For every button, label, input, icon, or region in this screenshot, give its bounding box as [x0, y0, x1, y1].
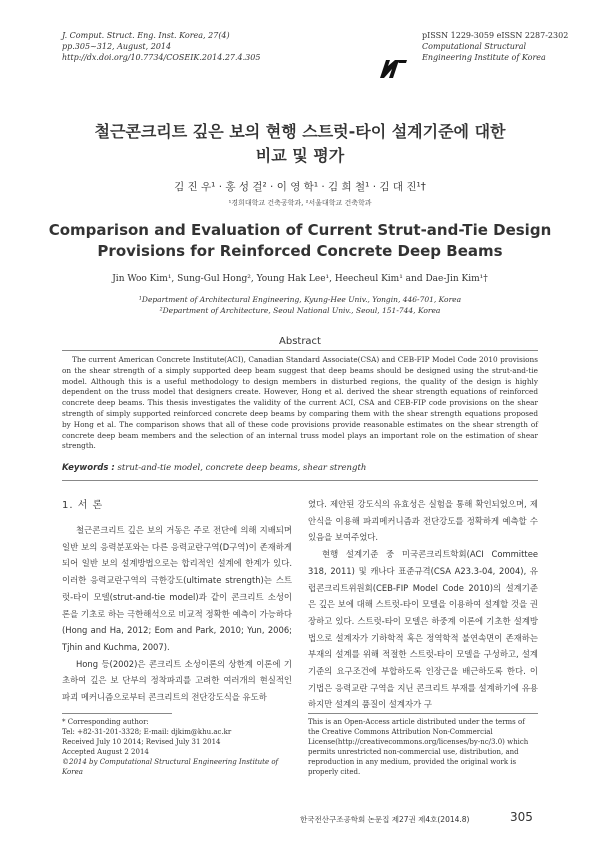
footnote-line: * Corresponding author:	[62, 718, 149, 726]
license-note: This is an Open-Access article distributed under the terms of the Creative Commons Attribution Non-Commercial License(http://creativecommons.org/licenses/by-nc/3.0) which permits unrestricted non-commercial use, distribution, and reproduction in any medium, provided the original work is properly cited.	[308, 718, 529, 776]
english-authors: Jin Woo Kim¹, Sung-Gul Hong², Young Hak Lee¹, Heecheul Kim¹ and Dae-Jin Kim¹†	[112, 274, 488, 284]
issn: pISSN 1229-3059 eISSN 2287-2302	[422, 31, 569, 40]
page-footer: 한국전산구조공학회 논문집 제27권 제4호(2014.8)	[300, 815, 470, 824]
english-affiliations	[40, 294, 560, 316]
korean-title-line-1: 철근콘크리트 깊은 보의 현행 스트럿-타이 설계기준에 대한	[94, 122, 506, 141]
abstract-heading: Abstract	[279, 336, 321, 347]
korean-title	[40, 120, 560, 168]
corresponding-author-note	[62, 717, 292, 777]
english-title	[40, 220, 560, 262]
journal-line-2: pp.305~312, August, 2014	[62, 42, 172, 51]
footnote-line: Tel: +82-31-201-3328; E-mail: djkim@khu.ac.kr	[62, 728, 232, 736]
society-name-2: Engineering Institute of Korea	[422, 53, 546, 62]
affiliation-1: ¹Department of Architectural Engineering, Kyung-Hee Univ., Yongin, 446-701, Korea	[138, 295, 462, 304]
keywords-text: strut-and-tie model, concrete deep beams, shear strength	[117, 463, 367, 473]
korean-title-line-2: 비교 및 평가	[255, 146, 345, 165]
doi-link[interactable]: http://dx.doi.org/10.7734/COSEIK.2014.27.4.305	[62, 53, 261, 62]
left-column	[62, 522, 292, 706]
abstract-bottom-rule	[62, 480, 538, 481]
footnote-rule-right	[308, 713, 538, 714]
keywords	[62, 463, 538, 473]
english-title-line-2: Provisions for Reinforced Concrete Deep Beams	[97, 242, 503, 260]
section-heading: 1. 서 론	[62, 500, 104, 511]
page-number: 305	[510, 810, 533, 824]
society-name-1: Computational Structural	[422, 42, 527, 51]
paragraph: Hong 등(2002)은 콘크리트 소성이론의 상한계 이론에 기초하여 깊은 보 단부의 정착파괴를 고려한 여러개의 현실적인 파괴 메커니즘으로부터 콘크리트의 전단강도식을 유도하	[62, 658, 292, 703]
affiliation-2: ²Department of Architecture, Seoul National Univ., Seoul, 151-744, Korea	[159, 306, 441, 315]
issn-block	[422, 30, 568, 63]
paragraph: 현행 설계기준 중 미국콘크리트학회(ACI Committee 318, 2011) 및 캐나다 표준규격(CSA A23.3-04, 2004), 유럽콘크리트위원회(CEB-FIP Model Code 2010)의 설계기준은 깊은 보에 대해 스트럿-타이 모델을 이용하여 설계할 것을 권장하고 있다. 스트럿-타이 모델은 하중계 이론에 기초한 설계방법으로 설계자가 기하학적 혹은 정역학적 불연속면이 존재하는 부재의 설계를 위해 적절한 스트럿-타이 모델을 구성하고, 설계기준의 요구조건에 부합하도록 인장근을 배근하도록 한다. 이 기법은 응력교란 구역을 지닌 콘크리트 부재를 설계하기에 유용하지만 설계의 품질이 설계자가 구	[308, 549, 538, 710]
abstract-top-rule	[62, 350, 538, 351]
paragraph: 철근콘크리트 깊은 보의 거동은 주로 전단에 의해 지배되며 일반 보의 응력분포와는 다른 응력교란구역(D구역)이 존재하게 되어 일반 보의 설계방법으로는 합리적인 설계에 한계가 있다. 이러한 응력교란구역의 극한강도(ultimate strength)는 스트럿-타이 모델(strut-and-tie model)과 같이 콘크리트 소성이론을 기초로 하는 극한해석으로 비교적 정확한 예측이 가능하다(Hong and Ha, 2012; Eom and Park, 2010; Yun, 2006; Tjhin and Kuchma, 2007).	[62, 525, 292, 652]
keywords-label: Keywords :	[62, 463, 115, 473]
journal-logo-icon	[378, 58, 408, 80]
footnote-line: Accepted August 2 2014	[62, 748, 149, 756]
korean-affiliations: ¹경희대학교 건축공학과, ²서울대학교 건축학과	[228, 199, 372, 207]
abstract-text: The current American Concrete Institute(ACI), Canadian Standard Associate(CSA) and CEB-FIP Model Code 2010 provisions on the shear strength of a simply supported deep beam suggest that deep beams should be designed using the strut-and-tie model. Although this is a useful methodology to design members in disturbed regions, the quality of the design is highly dependent on the truss model that designers create. However, Hong et al. derived the shear strength equations of reinforced concrete deep beams. This thesis investigates the validity of the current ACI, CSA and CEB-FIP code provisions on the shear strength of simply supported reinforced concrete deep beams by comparing them with the shear strength equations proposed by Hong et al. The comparison shows that all of these code provisions provide reasonable estimates on the shear strength of concrete deep beam members and the selection of an internal truss model plays an important role on the estimation of shear strength.	[62, 355, 538, 451]
korean-authors: 김 진 우¹ · 홍 성 걸² · 이 영 학¹ · 김 희 철¹ · 김 대 진¹†	[174, 181, 426, 193]
paragraph: 였다. 제안된 강도식의 유효성은 실험을 통해 확인되었으며, 제안식을 이용해 파괴메커니즘과 전단강도를 정확하게 예측할 수 있음을 보여주었다.	[308, 499, 538, 543]
english-title-line-1: Comparison and Evaluation of Current Strut-and-Tie Design	[48, 221, 552, 239]
right-column	[308, 496, 538, 713]
journal-line-1: J. Comput. Struct. Eng. Inst. Korea, 27(4)	[62, 31, 230, 40]
journal-citation	[62, 30, 260, 63]
footnote-line: ©2014 by Computational Structural Engineering Institute of Korea	[62, 758, 279, 776]
footnote-rule-left	[62, 713, 172, 714]
footnote-line: Received July 10 2014; Revised July 31 2014	[62, 738, 221, 746]
